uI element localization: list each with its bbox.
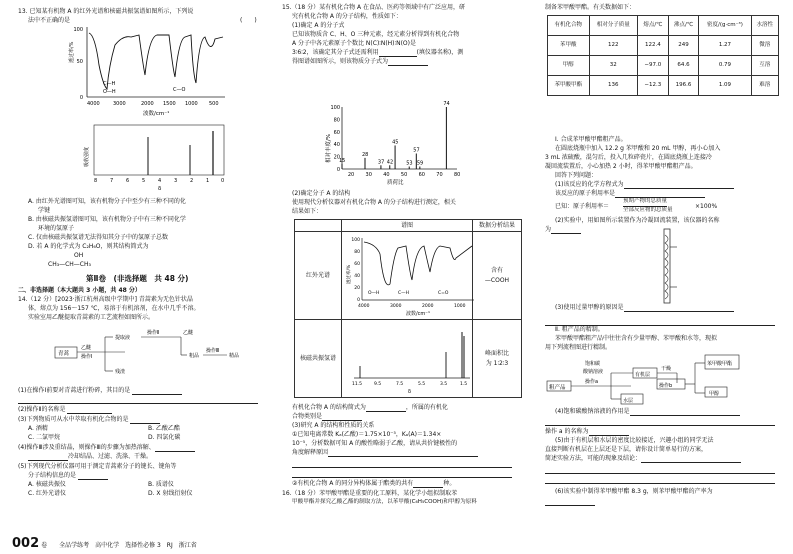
s3: 3 mL 浓硫酸，混匀后，投入几粒碎瓷片，在圆底烧瓶上连接冷 xyxy=(545,154,712,161)
q15-p8b-text: 种。 xyxy=(443,480,456,487)
ms-peak-label: 42 xyxy=(386,159,394,166)
mass-spectrum-chart xyxy=(322,67,472,187)
s13: 苯甲酸甲酯粗产品中往往含有少量甲醇、苯甲酸和水等，现拟 xyxy=(555,335,718,342)
q14-3 xyxy=(18,415,160,424)
row-nmr: 核磁共振氢谱 xyxy=(295,320,342,398)
flow-ester: 苯甲酸甲酯 xyxy=(707,361,733,367)
q14-3-text: (3)下列物质可从水中萃取有机化合物的是 xyxy=(18,416,129,423)
s5: 回答下列问题： xyxy=(555,172,598,179)
table-cell: 微溶 xyxy=(751,36,778,56)
q13-option-d: D. 若 A 的化学式为 C₂H₆O，则其结构简式为 xyxy=(28,243,149,250)
ms-xtick: 50 xyxy=(400,172,408,178)
answer-blank[interactable] xyxy=(322,413,362,421)
ms-ytick: 100 xyxy=(330,105,340,111)
section-header: 二、非选择题（本大题共 3 小题，共 48 分） xyxy=(18,287,141,294)
q16-l3: 制备苯甲酸甲酯。有关数据如下： xyxy=(545,4,636,11)
answer-blank[interactable] xyxy=(388,58,428,66)
nmr-xtick: 1 xyxy=(206,178,210,184)
s18: 直接判断有机层在上层还是下层，请你设计简单易行的方案， xyxy=(545,446,708,453)
answer-blank[interactable] xyxy=(379,49,417,57)
flow-ether: 乙醚 xyxy=(183,330,194,336)
q15-ir-spectrum xyxy=(346,234,476,318)
q13-option-a2: 学键 xyxy=(38,207,51,214)
spectra-table xyxy=(294,219,522,398)
th-blank xyxy=(295,220,342,232)
ir2-xtick: 2000 xyxy=(422,304,434,309)
q15-p3 xyxy=(292,403,448,412)
ir2-xtick: 4000 xyxy=(358,304,370,309)
q14-3b: B. 乙酸乙酯 xyxy=(148,425,180,432)
flow-dry: 干燥 xyxy=(661,366,672,372)
condenser-icon xyxy=(653,227,683,307)
ms-xtick: 40 xyxy=(383,172,390,178)
answer-blank[interactable] xyxy=(545,466,775,474)
answer-blank[interactable] xyxy=(78,472,108,480)
q15-l1: 15.（18 分）某有机化合物 A 在食品、医药等领域中有广泛应用，研 xyxy=(282,4,466,11)
q14-5b xyxy=(28,471,108,480)
answer-paren: ( ) xyxy=(240,17,257,24)
table-header-cell: 沸点/℃ xyxy=(668,16,699,36)
q14-5b-text: 分子结构信息的是 xyxy=(28,472,77,479)
q15-l6-text: 3∶6∶2，该确定其分子式还需利用 xyxy=(292,49,379,56)
ir2-xlabel: 波数/cm⁻¹ xyxy=(406,311,430,317)
nmr-xtick: 3 xyxy=(174,178,178,184)
ir-xtick: 1500 xyxy=(163,101,176,107)
ir-bond-label: C—H xyxy=(103,81,116,87)
part2-title: 第Ⅱ卷 (非选择题 共 48 分) xyxy=(86,274,189,283)
answer-blank[interactable] xyxy=(366,404,406,412)
answer-blank[interactable] xyxy=(132,387,182,395)
s11 xyxy=(555,303,734,312)
ir-result-1: 含有 xyxy=(490,266,503,274)
ir2-xtick: 1000 xyxy=(454,304,466,309)
page-number: 002 xyxy=(12,536,40,551)
q15-l7-text: 得图谱如图所示，则该物质分子式为 xyxy=(292,58,389,65)
ir2-ytick: 40 xyxy=(354,274,360,279)
q14-4 xyxy=(18,443,195,452)
flow-op2: 操作Ⅱ xyxy=(147,330,160,336)
ms-xlabel: 质荷比 xyxy=(387,180,404,186)
s16-text: 操作 a 的名称为 xyxy=(545,428,589,435)
table-header-cell: 相对分子质量 xyxy=(589,16,638,36)
ms-peak-label: 37 xyxy=(377,159,385,166)
q15-p8-text: ②有机化合物 A 的同分异构体属于酯类的共有 xyxy=(292,480,414,487)
nmr-result xyxy=(473,320,522,398)
ir-ytick-0: 0 xyxy=(79,95,83,101)
q14-5bb: B. 质谱仪 xyxy=(148,481,174,488)
flow-op-b: 操作b xyxy=(659,383,673,389)
q14-3c: C. 二氯甲烷 xyxy=(28,434,61,441)
s9: (2)实验中，用如图所示装置作为冷凝回流装置，该仪器的名称 xyxy=(555,217,720,224)
ms-peak-label: 74 xyxy=(443,101,450,107)
ms-xtick: 30 xyxy=(365,172,372,178)
frac-tail: ×100% xyxy=(695,203,718,210)
flow-methanol: 甲醇 xyxy=(709,391,720,397)
d-struct-oh: OH xyxy=(74,252,84,259)
q15-p3c xyxy=(292,412,362,421)
table-cell: 122 xyxy=(589,36,638,56)
s4: 凝回流装置后，小心加热 2 小时，得苯甲酸甲酯粗产品。 xyxy=(545,163,697,170)
ir2-ylabel: 透过率/% xyxy=(347,264,352,284)
table-row xyxy=(548,76,779,96)
table-cell: 1.27 xyxy=(699,36,751,56)
nmr2-xtick: 9.5 xyxy=(374,382,382,387)
s19-text: 简述实验方法，可能的现象及结论： xyxy=(545,455,642,462)
s16 xyxy=(545,427,629,436)
q13-option-c: C. 仅由核磁共振氢谱无法得知其分子中的氢原子总数 xyxy=(28,234,169,241)
ir2-ytick: 0 xyxy=(357,298,360,303)
th-res: 数据分析结果 xyxy=(473,220,522,232)
q15-p3c-text: 合物类别是 xyxy=(292,413,323,420)
ms-peak-label: 15 xyxy=(339,158,346,165)
q15-p3-text: 有机化合物 A 的结构简式为 xyxy=(292,404,366,411)
q14-2 xyxy=(18,405,112,414)
q14-5: (5)下列现代分析仪器可用于测定青蒿素分子的键长、键角等 xyxy=(18,463,177,470)
q13-stem: 13. 已知某有机物 A 的红外光谱和核磁共振氢谱如图所示，下列说 xyxy=(18,8,194,15)
q15-p8 xyxy=(292,479,455,488)
q15-p7-text: 角度解释原因 xyxy=(292,449,329,456)
q15-p7 xyxy=(292,448,478,457)
ms-peak-label: 59 xyxy=(416,160,424,167)
data-table xyxy=(547,15,779,96)
nmr-xtick: 7 xyxy=(110,178,114,184)
flow-organic: 有机层 xyxy=(635,372,651,378)
s12: Ⅱ. 粗产品的精制。 xyxy=(555,326,604,333)
ms-ylabel: 相对丰度/% xyxy=(326,133,332,163)
answer-blank[interactable] xyxy=(624,304,734,312)
s14: 用下列流程图进行精制。 xyxy=(545,344,612,351)
ir-ytick-100: 100 xyxy=(73,27,83,33)
d-struct: CH₃—CH—CH₃ xyxy=(48,261,91,268)
q13-option-a: A. 由红外光谱图可知，该有机物分子中至少有三种不同的化 xyxy=(28,198,186,205)
ir-xtick: 500 xyxy=(209,101,219,107)
flow-sat: 饱和碳 xyxy=(585,361,601,367)
row-ir: 红外光谱 xyxy=(295,232,342,320)
q14-5d: D. X 射线衍射仪 xyxy=(148,490,193,497)
flow-residue: 残渣 xyxy=(115,369,126,375)
answer-blank[interactable] xyxy=(545,476,775,484)
answer-blank[interactable] xyxy=(18,396,258,404)
table-cell: 64.6 xyxy=(668,56,699,76)
answer-blank[interactable] xyxy=(413,480,443,488)
ir-bond-label: C—O xyxy=(173,87,186,93)
ms-peak-label: 45 xyxy=(392,139,399,146)
ir-xtick: 4000 xyxy=(87,101,100,107)
q13-ir-spectrum xyxy=(69,25,233,125)
answer-blank[interactable] xyxy=(624,181,734,189)
answer-blank[interactable] xyxy=(28,453,68,461)
nmr2-xtick: 1.5 xyxy=(460,382,468,387)
table-cell: 0.79 xyxy=(699,56,751,76)
nmr2-xlabel: δ xyxy=(408,389,412,395)
table-header-cell: 有机化合物 xyxy=(548,16,590,36)
flow-extract: 提取液 xyxy=(115,335,131,341)
table-header-cell: 水溶性 xyxy=(751,16,778,36)
table-header-cell: 熔点/℃ xyxy=(638,16,669,36)
ir-result-2: —COOH xyxy=(484,276,510,284)
nmr-xlabel: δ xyxy=(158,186,162,192)
table-cell: 互溶 xyxy=(751,56,778,76)
table-cell: 136 xyxy=(589,76,638,96)
q13-option-b: B. 由核磁共振氢谱图可知，该有机物分子中有三种不同化学 xyxy=(28,216,186,223)
ir-ylabel: 透过率/% xyxy=(69,41,75,63)
ir2-bond: C=O xyxy=(438,291,449,296)
q15-l6b-text: (填仪器名称)，测 xyxy=(416,49,464,56)
s11-text: (3)使用过量甲醇的原因是 xyxy=(555,304,624,311)
q14-1 xyxy=(18,386,182,395)
s10 xyxy=(545,225,581,234)
q15-p6: 10⁻⁵，分析数据可知 A 的酸性略弱于乙酸，请从共价键极性的 xyxy=(292,440,458,447)
q15-p2b: 使用现代分析仪器对有机化合物 A 的分子结构进行测定，相关 xyxy=(292,199,456,206)
q14-3a: A. 酒精 xyxy=(28,425,48,432)
q14-4-text: (4)操作Ⅲ涉及重结晶，则操作Ⅲ的步骤为加热溶解、 xyxy=(18,444,155,451)
nmr-xtick: 4 xyxy=(158,178,162,184)
blank-line xyxy=(545,417,775,426)
ir2-ytick: 60 xyxy=(354,262,360,267)
table-cell: 难溶 xyxy=(751,76,778,96)
ir2-ytick: 100 xyxy=(351,238,360,243)
nmr-xtick: 8 xyxy=(94,178,98,184)
ir-bond-label: O—H xyxy=(103,89,116,95)
ms-xtick: 20 xyxy=(347,172,355,178)
table-row xyxy=(548,56,779,76)
blank-line xyxy=(545,497,595,506)
s1: Ⅰ. 合成苯甲酸甲酯粗产品。 xyxy=(555,136,627,143)
th-pic: 谱图 xyxy=(342,220,473,232)
nmr-ylabel: 吸收强度 xyxy=(84,146,90,167)
s20: (6)该实验中制得苯甲酸甲酯 8.3 g，则苯甲酸甲酯的产率为 xyxy=(555,488,713,495)
q14-5c: C. 红外光谱仪 xyxy=(28,490,67,497)
ms-peak-label: 57 xyxy=(413,147,420,154)
ir-xtick: 1000 xyxy=(185,101,198,107)
q14-1-text: (1)在操作Ⅰ前要对青蒿进行粉碎，其目的是 xyxy=(18,387,131,394)
flow-aqueous: 水层 xyxy=(623,398,634,404)
q14-l2: 体，熔点为 156～157 ℃，易溶于有机溶剂，在水中几乎不溶。 xyxy=(28,305,200,312)
answer-blank[interactable] xyxy=(630,408,740,416)
s10-text: 为 xyxy=(545,226,552,233)
q15-p5: ①已知电离常数 Kₐ(乙酸)＝1.75×10⁻⁵，Kₐ(A)＝1.34× xyxy=(292,431,442,438)
answer-blank[interactable] xyxy=(545,418,775,426)
table-cell: −97.0 xyxy=(638,56,669,76)
s15 xyxy=(555,407,740,416)
blank-line xyxy=(545,465,775,474)
s15-text: (4)饱和碳酸钠溶液的作用是 xyxy=(555,408,630,415)
q15-l7 xyxy=(292,57,428,66)
ir-result xyxy=(473,232,522,320)
ms-ytick: 80 xyxy=(333,117,340,124)
flow-sat2: 酸钠溶液 xyxy=(583,369,604,375)
ms-xtick: 60 xyxy=(418,172,425,178)
nmr-xtick: 5 xyxy=(142,178,146,184)
ir2-xtick: 3000 xyxy=(390,304,402,309)
q16-l1: 16.（18 分）苯甲酸甲酯是重要的化工原料，某化学小组拟制取苯 xyxy=(282,490,458,497)
ir2-ytick: 80 xyxy=(354,250,360,255)
frac-bottom: 全部反应物的总质量 xyxy=(623,207,673,213)
nmr-result-1: 峰面积比 xyxy=(484,349,509,357)
nmr-result-2: 为 1∶2∶3 xyxy=(485,359,509,367)
ir2-bond: C—H xyxy=(398,291,410,296)
q14-flowchart xyxy=(53,325,253,383)
q15-p2: (2)确定分子 A 的结构 xyxy=(292,190,351,197)
table-row xyxy=(548,36,779,56)
flow-start: 青蒿 xyxy=(58,351,70,357)
ms-peak-label: 28 xyxy=(362,151,369,158)
s2: 在圆底烧瓶中加入 12.2 g 苯甲酸和 20 mL 甲醇，再小心加入 xyxy=(555,145,721,152)
flow-op1b: 操作Ⅰ xyxy=(81,354,93,360)
table-header-cell: 密度/(g·cm⁻³) xyxy=(699,16,751,36)
table-cell: 甲醇 xyxy=(548,56,590,76)
nmr-xtick: 2 xyxy=(190,178,194,184)
table-cell: 苯甲酸甲酯 xyxy=(548,76,590,96)
flow-op3: 操作Ⅲ xyxy=(206,348,220,354)
q15-p4: (3)研究 A 的结构和性质的关系 xyxy=(292,422,375,429)
s7-text: 该反应的原子利用率是 xyxy=(555,190,616,197)
q15-nmr-spectrum xyxy=(346,322,476,396)
s6-text: (1)该反应的化学方程式为 xyxy=(555,181,624,188)
blank-line xyxy=(545,475,775,484)
q13-stem-2: 法中不正确的是 xyxy=(28,17,71,24)
nmr-cell xyxy=(342,320,473,398)
q14-4b xyxy=(28,452,152,461)
blank-line xyxy=(18,395,258,404)
answer-blank[interactable] xyxy=(328,449,478,457)
answer-blank[interactable] xyxy=(551,226,581,234)
s17: (5)由于有机层和水层的密度比较接近，兴趣小组的同学无法 xyxy=(555,437,714,444)
nmr2-xtick: 7.5 xyxy=(396,382,404,387)
s19 xyxy=(545,454,741,463)
ms-ytick: 60 xyxy=(333,129,340,136)
blank-line xyxy=(292,459,512,468)
flow-product: 精品 xyxy=(229,353,240,359)
q13-nmr-spectrum xyxy=(78,123,238,193)
flow-crude: 粗品 xyxy=(189,353,200,359)
flow-op1: 乙醚 xyxy=(81,345,92,351)
ir2-bond: O—H xyxy=(368,291,380,296)
ms-ytick: 0 xyxy=(336,167,340,173)
footer-text: 卷 全品学练考 高中化学 选择性必修 3 RJ 浙江省 xyxy=(41,542,197,549)
q15-l5: A 分子中各元素原子个数比 N(C)∶N(H)∶N(O)是 xyxy=(292,40,416,47)
answer-blank[interactable] xyxy=(292,460,512,468)
answer-blank[interactable] xyxy=(292,470,512,478)
blank-line xyxy=(292,469,512,478)
q14-4b-text: 冷却结晶、过滤、洗涤、干燥。 xyxy=(68,453,153,460)
s8-text: 已知：原子利用率＝ xyxy=(555,203,610,210)
ir-xtick: 3000 xyxy=(113,101,126,107)
q16-flowchart xyxy=(545,353,780,405)
flow-crude: 粗产品 xyxy=(549,385,566,391)
ms-ytick: 20 xyxy=(333,154,340,161)
s6 xyxy=(555,180,734,189)
q15-p2c: 结果如下： xyxy=(292,208,323,215)
ir-cell xyxy=(342,232,473,320)
frac-top: 预期产物的总质量 xyxy=(623,197,667,207)
footer xyxy=(12,536,197,551)
ir-ytick-50: 50 xyxy=(76,59,83,65)
nmr2-xtick: 5.5 xyxy=(418,382,426,387)
q14-5a: A. 核磁共振仪 xyxy=(28,481,66,488)
ms-xtick: 70 xyxy=(436,172,443,178)
table-cell: 122.4 xyxy=(638,36,669,56)
answer-blank[interactable] xyxy=(67,406,112,414)
table-cell: 196.6 xyxy=(668,76,699,96)
flow-op-a: 操作a xyxy=(585,379,599,385)
ms-xtick: 80 xyxy=(454,172,461,178)
s8 xyxy=(555,202,609,211)
ms-ytick: 40 xyxy=(333,142,340,149)
ir-xtick: 2000 xyxy=(141,101,154,107)
answer-blank[interactable] xyxy=(589,428,629,436)
table-cell: 249 xyxy=(668,36,699,56)
answer-blank[interactable] xyxy=(130,416,160,424)
nmr-xtick: 0 xyxy=(221,178,225,184)
q15-p3b-text: ，所属的有机化 xyxy=(405,404,448,411)
ir-xlabel: 波数/cm⁻¹ xyxy=(143,111,170,117)
table-cell: 1.09 xyxy=(699,76,751,96)
answer-blank[interactable] xyxy=(545,498,595,506)
q14-3d: D. 四氯化碳 xyxy=(148,434,181,441)
q15-l6 xyxy=(292,48,463,57)
nmr2-xtick: 3.5 xyxy=(440,382,448,387)
table-cell: −12.3 xyxy=(638,76,669,96)
q15-l3: (1)确定 A 的分子式 xyxy=(292,22,345,29)
ir2-ytick: 20 xyxy=(354,286,360,291)
q13-option-b2: 环境的氢原子 xyxy=(38,225,75,232)
nmr-xtick: 6 xyxy=(126,178,130,184)
q15-l4: 已知该物质含 C、H、O 三种元素，经元素分析得到有机化合物 xyxy=(292,31,460,38)
q14-head: 14.（12 分）[2023·浙江杭州高级中学期中] 青蒿素为无色针状晶 xyxy=(18,296,193,303)
q14-2-text: (2)操作Ⅱ的名称是 xyxy=(18,406,66,413)
answer-blank[interactable] xyxy=(641,455,741,463)
q15-l2: 究有机化合物 A 的分子结构，性质如下： xyxy=(292,13,402,20)
q16-l2: 甲酸甲酯并探究乙酸乙酯的制取方法，以苯甲酸(C₆H₅COOH)和甲醇为原料 xyxy=(292,499,477,505)
nmr2-xtick: 11.5 xyxy=(352,382,363,387)
answer-blank[interactable] xyxy=(155,444,195,452)
ms-peak-label: 53 xyxy=(406,160,413,167)
q14-l3: 实验室用乙醚提取青蒿素的工艺流程如图所示。 xyxy=(28,314,155,321)
table-cell: 32 xyxy=(589,56,638,76)
table-cell: 苯甲酸 xyxy=(548,36,590,56)
